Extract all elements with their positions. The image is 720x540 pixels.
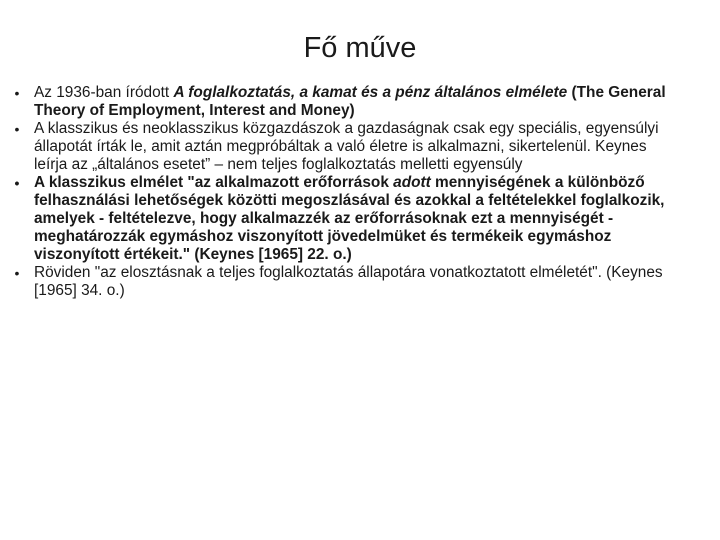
quote-part-1: A klasszikus elmélet "az alkalmazott erőforrások [34,174,394,191]
quote-part-3: mennyiségének a különböző felhasználási lehetőségek közötti megoszlásával és azokkal a feltételekkel foglalkozik, amelyek - feltételezve, hogy alkalmazzék az erőforrásoknak ezt a mennyiségét - meghatározzák egymáshoz viszonyított jövedelmüket és termékeik egymáshoz viszonyított értékeit." (Keynes [1965] 22. o.) [34,174,665,263]
bullet-item-summary [10,264,680,300]
bullet-item-classical-economists [10,120,680,174]
bullet-text: Röviden "az elosztásnak a teljes foglalkoztatás állapotára vonatkoztatott elméletét". (Keynes [1965] 34. o.) [34,264,663,299]
bullet-list [10,84,680,300]
bullet-text-prefix: Az 1936-ban íródott [34,84,174,101]
bullet-marker: • [14,85,20,101]
slide-title: Fő műve [303,32,417,64]
bullet-marker: • [14,121,20,137]
bullet-item-classical-theory-quote [10,174,680,264]
bullet-item-main-work [10,84,680,120]
book-title-hungarian: A foglalkoztatás, a kamat és a pénz általános elmélete [173,84,568,101]
quote-emphasis: adott [393,174,431,191]
bullet-marker: • [14,175,20,191]
bullet-marker: • [14,265,20,281]
book-title-english: (The General Theory of Employment, Interest and Money) [34,84,666,119]
bullet-text: A klasszikus és neoklasszikus közgazdászok a gazdaságnak csak egy speciális, egyensúlyi állapotát írták le, amit aztán megpróbáltak a való életre is alkalmazni, sikertelenül. Keynes leírja az „általános esetet” – nem teljes foglalkoztatás melletti egyensúly [34,120,659,173]
